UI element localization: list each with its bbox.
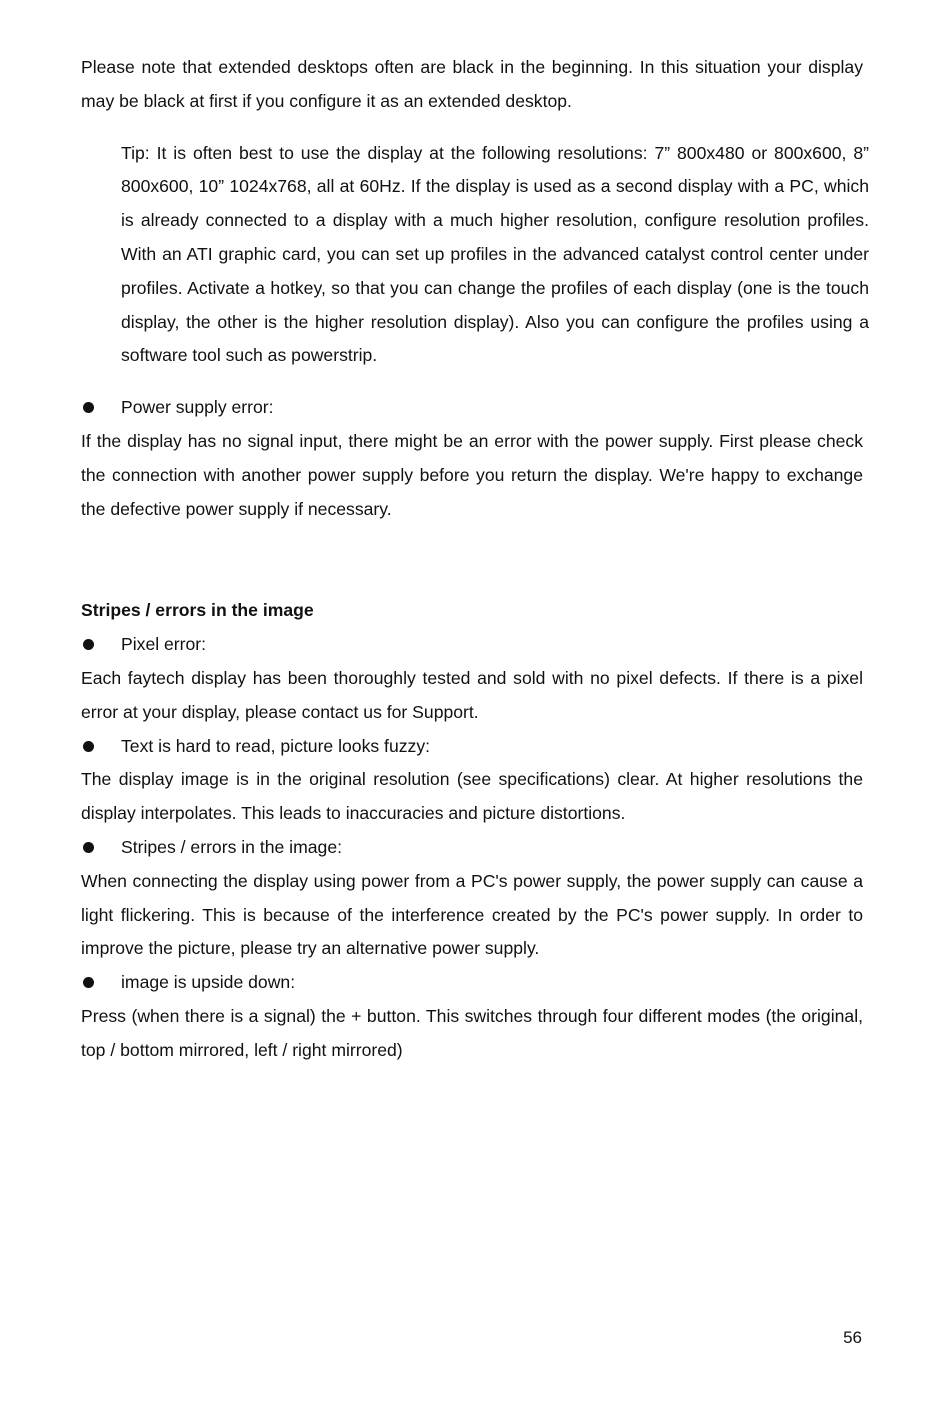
section-spacer bbox=[81, 526, 863, 594]
stripes-paragraph: When connecting the display using power from a PC's power supply, the power supply can cause a light flickering. This is because of the interference created by the PC's power supply. In order to improve the picture, please try an alternative power supply. bbox=[81, 870, 863, 959]
bullet-item-power-supply bbox=[81, 391, 863, 425]
text-fuzzy-paragraph: The display image is in the original resolution (see specifications) clear. At higher resolutions the display interpolates. This leads to inaccuracies and picture distortions. bbox=[81, 769, 863, 824]
bullet-icon bbox=[83, 639, 94, 650]
bullet-icon bbox=[83, 977, 94, 988]
section-heading: Stripes / errors in the image bbox=[81, 600, 314, 621]
bullet-label: image is upside down: bbox=[121, 972, 296, 993]
bullet-label: Pixel error: bbox=[121, 634, 207, 655]
page-number: 56 bbox=[843, 1328, 862, 1347]
bullet-item-stripes bbox=[81, 831, 863, 865]
bullet-icon bbox=[83, 741, 94, 752]
upside-down-paragraph: Press (when there is a signal) the + button. This switches through four different modes (the original, top / bottom mirrored, left / right mirrored) bbox=[81, 1005, 863, 1060]
bullet-label: Stripes / errors in the image: bbox=[121, 836, 342, 857]
bullet-item-upside-down bbox=[81, 966, 863, 1000]
pixel-error-paragraph: Each faytech display has been thoroughly tested and sold with no pixel defects. If there is a pixel error at your display, please contact us for Support. bbox=[81, 667, 863, 722]
bullet-icon bbox=[83, 402, 94, 413]
bullet-label: Text is hard to read, picture looks fuzzy: bbox=[121, 735, 431, 756]
bullet-icon bbox=[83, 842, 94, 853]
tip-paragraph: Tip: It is often best to use the display at the following resolutions: 7” 800x480 or 800x600, 8” 800x600, 10” 1024x768, all at 60Hz. If the display is used as a second display with a PC, which is already connected to a display with a much higher resolution, configure resolution profiles. With an ATI graphic card, you can set up profiles in the advanced catalyst control center under profiles. Activate a hotkey, so that you can change the profiles of each display (one is the touch display, the other is the higher resolution display). Also you can configure the profiles using a software tool such as powerstrip. bbox=[121, 142, 869, 366]
bullet-label: Power supply error: bbox=[121, 397, 274, 418]
document-page bbox=[81, 51, 869, 1068]
intro-paragraph: Please note that extended desktops often are black in the beginning. In this situation your display may be black at first if you configure it as an extended desktop. bbox=[81, 57, 863, 111]
bullet-item-pixel-error bbox=[81, 628, 863, 662]
power-supply-paragraph: If the display has no signal input, there might be an error with the power supply. First please check the connection with another power supply before you return the display. We're happy to exchange the defective power supply if necessary. bbox=[81, 430, 863, 519]
bullet-item-text-fuzzy bbox=[81, 730, 863, 764]
